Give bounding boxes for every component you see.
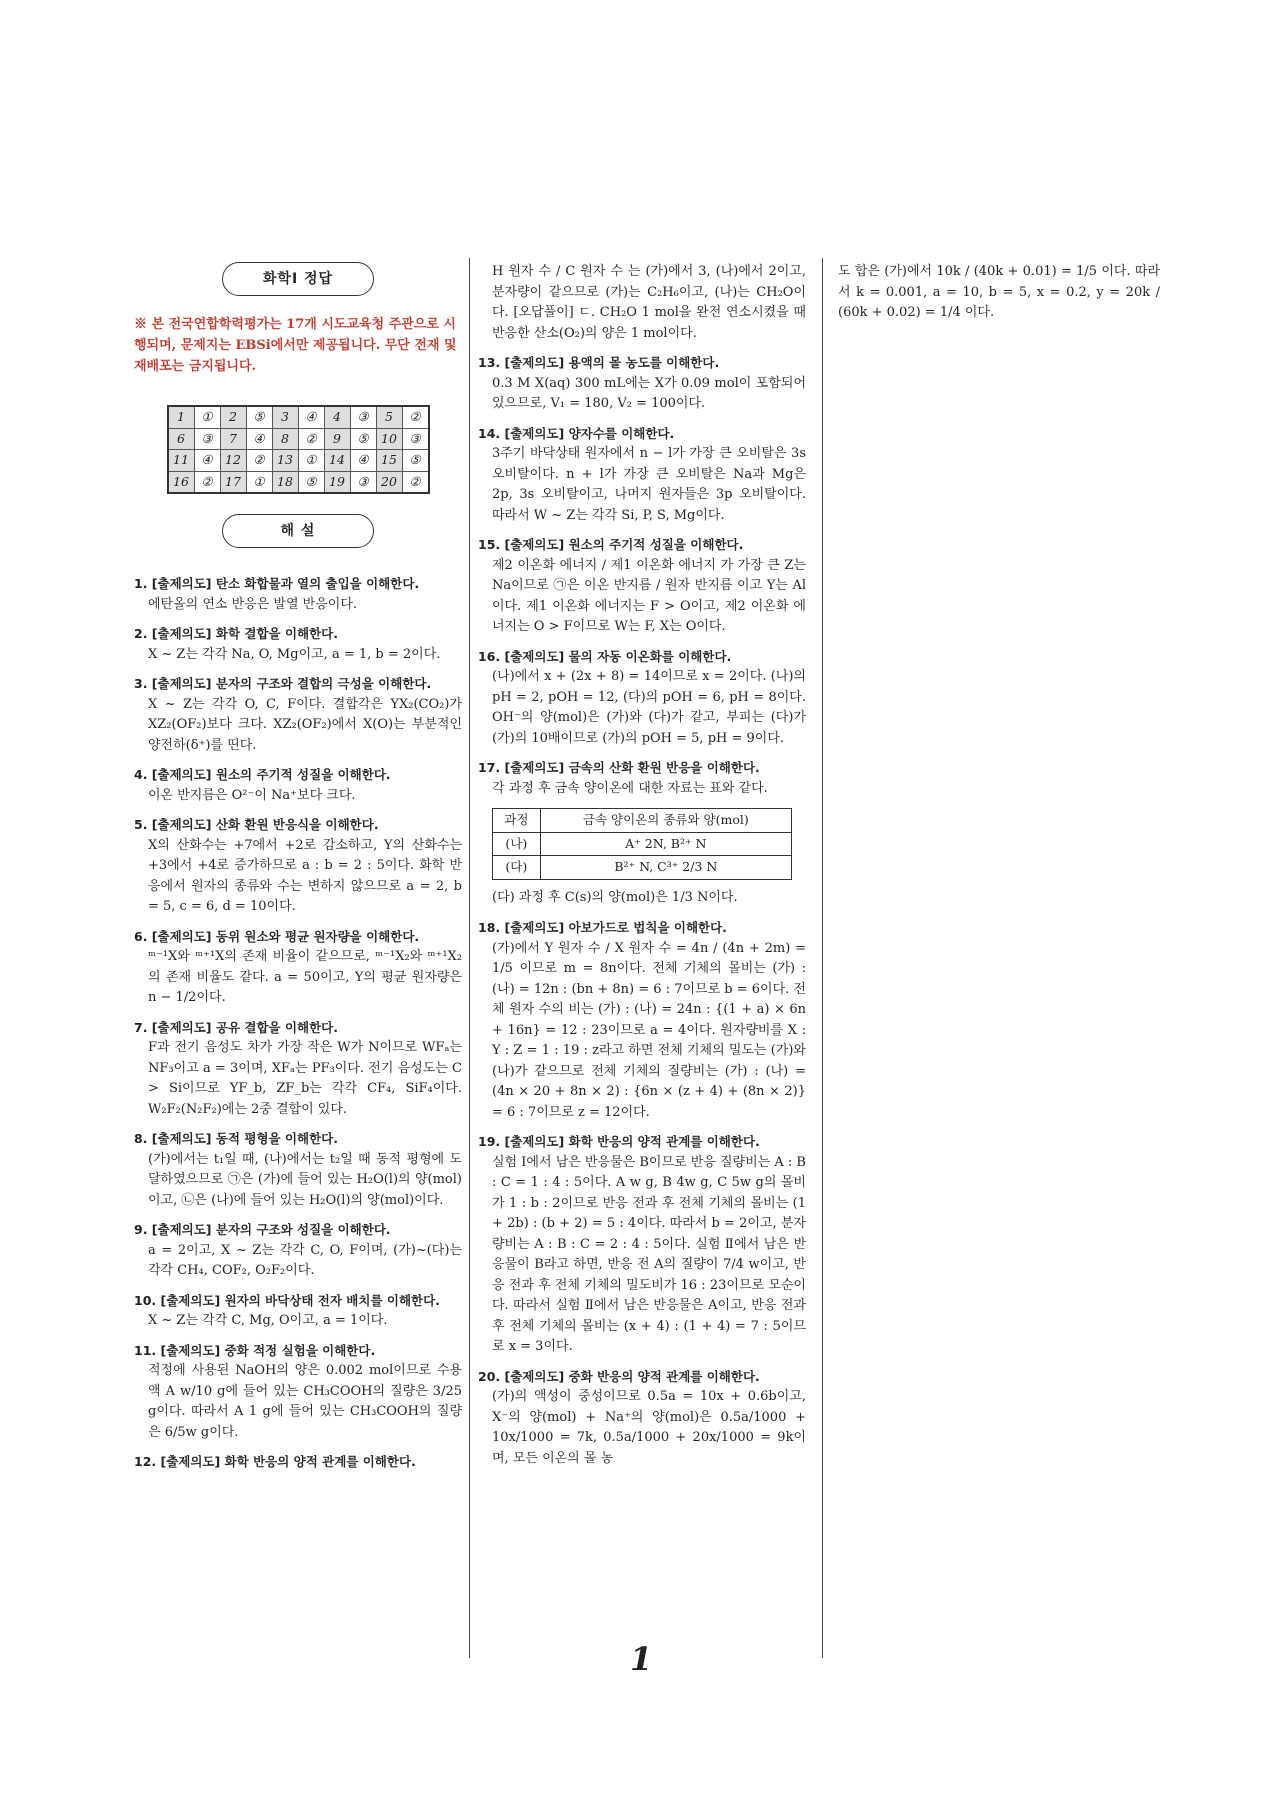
answer-number: 13: [272, 450, 298, 472]
explanation-heading: 4. [출제의도] 원소의 주기적 성질을 이해한다.: [134, 767, 391, 782]
answer-number: 15: [376, 450, 402, 472]
explanation-body: 3주기 바닥상태 원자에서 n − l가 가장 큰 오비탈은 3s 오비탈이다. n + l가 가장 큰 오비탈은 Na과 Mg은 2p, 3s 오비탈이고, 나머지 원자들은 3p 오비탈이다. 따라서 W ~ Z는 각각 Si, P, S, Mg이다.: [492, 446, 806, 523]
explanation-body: X ~ Z는 각각 Na, O, Mg이고, a = 1, b = 2이다.: [148, 646, 441, 662]
answer-choice: ④: [194, 450, 220, 472]
answer-choice: ②: [246, 450, 272, 472]
column-divider-left: [469, 258, 470, 1658]
answer-number: 3: [272, 406, 298, 428]
explanation-body: 0.3 M X(aq) 300 mL에는 X가 0.09 mol이 포함되어 있으므로, V₁ = 180, V₂ = 100이다.: [492, 375, 806, 411]
answer-number: 4: [324, 406, 350, 428]
explanation-body: 적정에 사용된 NaOH의 양은 0.002 mol이므로 수용액 A w/10 g에 들어 있는 CH₃COOH의 질량은 3/25 g이다. 따라서 A 1 g에 들어 있는 CH₃COOH의 질량은 6/5w g이다.: [148, 1363, 462, 1440]
explanation-body: 이온 반지름은 O²⁻이 Na⁺보다 크다.: [148, 787, 356, 803]
explanation-heading: 3. [출제의도] 분자의 구조와 결합의 극성을 이해한다.: [134, 676, 432, 691]
answer-row: [168, 450, 429, 472]
explanation-item: [134, 1341, 462, 1444]
answer-choice: ②: [402, 406, 429, 428]
explanation-heading: 19. [출제의도] 화학 반응의 양적 관계를 이해한다.: [478, 1134, 760, 1149]
explanation-body: ᵐ⁻¹X와 ᵐ⁺¹X의 존재 비율이 같으므로, ᵐ⁻¹X₂와 ᵐ⁺¹X₂의 존재 비율도 같다. a = 50이고, Y의 평균 원자량은 n − 1/2이다.: [148, 949, 462, 1005]
answer-choice: ①: [194, 406, 220, 428]
column-1: [134, 262, 462, 1482]
explanation-heading: 2. [출제의도] 화학 결합을 이해한다.: [134, 626, 339, 641]
answer-choice: ②: [194, 471, 220, 493]
answer-choice: ⑤: [246, 406, 272, 428]
explanation-heading: 11. [출제의도] 중화 적정 실험을 이해한다.: [134, 1342, 376, 1358]
explanation-item: [134, 674, 462, 756]
answer-choice: ①: [246, 471, 272, 493]
explanation-heading: 12. [출제의도] 화학 반응의 양적 관계를 이해한다.: [134, 1454, 416, 1469]
answer-choice: ⑤: [350, 428, 376, 450]
column-divider-right: [822, 258, 823, 1658]
table-17-cell: (다): [493, 856, 541, 880]
explanation-item: [478, 424, 806, 527]
explanation-heading: 18. [출제의도] 아보가드로 법칙을 이해한다.: [478, 920, 727, 935]
explanation-heading: 7. [출제의도] 공유 결합을 이해한다.: [134, 1019, 339, 1035]
answer-number: 17: [220, 471, 246, 493]
explanation-body: X ~ Z는 각각 C, Mg, O이고, a = 1이다.: [148, 1313, 388, 1328]
answer-choice: ⑤: [298, 471, 324, 493]
section-badge: 해 설: [222, 514, 374, 548]
answer-number: 7: [220, 428, 246, 450]
explanation-body: 에탄올의 연소 반응은 발열 반응이다.: [148, 596, 358, 612]
explanation-item: [478, 647, 806, 750]
explanation-body: (가)에서는 t₁일 때, (나)에서는 t₂일 때 동적 평형에 도달하였으므로 ㉠은 (가)에 들어 있는 H₂O(l)의 양(mol)이고, ㉡은 (나)에 들어 있는 H₂O(l)의 양(mol)이다.: [148, 1151, 462, 1208]
answer-number: 1: [168, 406, 195, 428]
explanation-body: H 원자 수 / C 원자 수 는 (가)에서 3, (나)에서 2이고, 분자량이 같으므로 (가)는 C₂H₆이고, (나)는 CH₂O이다. [오답풀이] ㄷ. CH₂O 1 mol을 완전 연소시켰을 때 반응한 산소(O₂)의 양은 1 mol이다.: [492, 264, 806, 341]
explanation-item: [478, 1132, 806, 1358]
explanation-heading: 16. [출제의도] 물의 자동 이온화를 이해한다.: [478, 648, 732, 664]
explanation-heading: 8. [출제의도] 동적 평형을 이해한다.: [134, 1131, 339, 1146]
explanation-item: [134, 1291, 462, 1332]
explanation-heading: 15. [출제의도] 원소의 주기적 성질을 이해한다.: [478, 537, 744, 552]
answer-number: 14: [324, 450, 350, 472]
answer-number: 20: [376, 471, 402, 493]
answer-row: [168, 471, 429, 493]
explanation-body: 각 과정 후 금속 양이온에 대한 자료는 표와 같다.: [492, 780, 768, 796]
answer-row: [168, 406, 429, 428]
answer-number: 12: [220, 450, 246, 472]
explanation-item: [134, 624, 462, 665]
explanation-item: [478, 918, 806, 1123]
explanation-body: a = 2이고, X ~ Z는 각각 C, O, F이며, (가)~(다)는 각각 CH₄, COF₂, O₂F₂이다.: [148, 1242, 462, 1278]
answer-choice: ①: [298, 450, 324, 472]
explanation-list-2b: [478, 918, 806, 1469]
answer-number: 16: [168, 471, 195, 493]
explanation-item: [134, 927, 462, 1009]
explanation-list-1: [134, 574, 462, 1473]
explanation-heading: 17. [출제의도] 금속의 산화 환원 반응을 이해한다.: [478, 760, 760, 775]
explanation-body: 실험 Ⅰ에서 남은 반응물은 B이므로 반응 질량비는 A : B : C = 1 : 4 : 5이다. A w g, B 4w g, C 5w g의 몰비가 1 : b : 2이므로 반응 전과 후 전체 기체의 몰비는 (1 + 2b) : (b + 2) = 5 : 4이다. 따라서 b = 2이고, 분자량비는 A : B : C = 2 : 4 : 5이다. 실험 Ⅱ에서 남은 반응물이 B라고 하면, 반응 전 A의 질량이 7/4 w이고, 반응 전과 후 전체 기체의 밀도비가 16 : 23이므로 모순이다. 따라서 실험 Ⅱ에서 남은 반응물은 A이고, 반응 전과 후 전체 기체의 몰비는 (x + 4) : (1 + 4) = 7 : 5이므로 x = 3이다.: [492, 1154, 806, 1354]
continued-text: 도 합은 (가)에서 10k / (40k + 0.01) = 1/5 이다. 따라서 k = 0.001, a = 10, b = 5, x = 0.2, y = 20k / (60k + 0.02) = 1/4 이다.: [838, 264, 1160, 320]
table-17-cell: B²⁺ N, C³⁺ 2/3 N: [540, 856, 791, 880]
answer-row: [168, 428, 429, 450]
explanation-heading: 1. [출제의도] 탄소 화합물과 열의 출입을 이해한다.: [134, 576, 420, 591]
answer-number: 5: [376, 406, 402, 428]
answer-choice: ④: [246, 428, 272, 450]
answer-choice: ④: [298, 406, 324, 428]
answer-table: [167, 405, 430, 494]
table-17-note: (다) 과정 후 C(s)의 양(mol)은 1/3 N이다.: [492, 889, 738, 905]
explanation-heading: 6. [출제의도] 동위 원소와 평균 원자량을 이해한다.: [134, 928, 420, 944]
explanation-body: X의 산화수는 +7에서 +2로 감소하고, Y의 산화수는 +3에서 +4로 증가하므로 a : b = 2 : 5이다. 화학 반응에서 원자의 종류와 수는 변하지 않으므로 a = 2, b = 5, c = 6, d = 10이다.: [148, 837, 462, 914]
title-badge: 화학Ⅰ 정답: [222, 262, 374, 296]
explanation-heading: 9. [출제의도] 분자의 구조와 성질을 이해한다.: [134, 1222, 391, 1237]
table-17-cell: (나): [493, 832, 541, 856]
answer-choice: ③: [402, 428, 429, 450]
answer-number: 18: [272, 471, 298, 493]
answer-choice: ③: [194, 428, 220, 450]
explanation-heading: 20. [출제의도] 중화 반응의 양적 관계를 이해한다.: [478, 1368, 760, 1384]
explanation-body: (가)의 액성이 중성이므로 0.5a = 10x + 0.6b이고, X⁻의 양(mol) + Na⁺의 양(mol)은 0.5a/1000 + 10x/1000 = 7k, 0.5a/1000 + 20x/1000 = 9k이며, 모든 이온의 몰 농: [492, 1389, 806, 1466]
answer-number: 11: [168, 450, 195, 472]
explanation-item: [134, 1129, 462, 1211]
explanation-body: X ~ Z는 각각 O, C, F이다. 결합각은 YX₂(CO₂)가 XZ₂(OF₂)보다 크다. XZ₂(OF₂)에서 X(O)는 부분적인 양전하(δ⁺)를 띤다.: [148, 696, 462, 753]
explanation-item: [478, 535, 806, 638]
explanation-item: [478, 1367, 806, 1470]
explanation-item: [134, 815, 462, 918]
explanation-item: [478, 758, 806, 799]
explanation-item: [134, 1220, 462, 1282]
explanation-item: [478, 262, 806, 344]
explanation-heading: 13. [출제의도] 용액의 몰 농도를 이해한다.: [478, 355, 720, 370]
explanation-body: 제2 이온화 에너지 / 제1 이온화 에너지 가 가장 큰 Z는 Na이므로 ㉠은 이온 반지름 / 원자 반지름 이고 Y는 Al이다. 제1 이온화 에너지는 F > O이고, 제2 이온화 에너지는 O > F이므로 W는 F, X는 O이다.: [492, 557, 806, 634]
explanation-heading: 10. [출제의도] 원자의 바닥상태 전자 배치를 이해한다.: [134, 1292, 440, 1308]
table-17: [492, 808, 792, 880]
answer-number: 2: [220, 406, 246, 428]
answer-number: 8: [272, 428, 298, 450]
answer-choice: ②: [402, 471, 429, 493]
answer-number: 19: [324, 471, 350, 493]
answer-choice: ②: [298, 428, 324, 450]
answer-number: 9: [324, 428, 350, 450]
page-number: 1: [630, 1640, 653, 1678]
column-2: [478, 262, 806, 1478]
column-3: [838, 262, 1160, 324]
explanation-item: [478, 353, 806, 415]
answer-choice: ③: [350, 406, 376, 428]
answer-choice: ③: [350, 471, 376, 493]
explanation-item: [134, 574, 462, 615]
explanation-item: [134, 1018, 462, 1121]
answer-choice: ⑤: [402, 450, 429, 472]
explanation-body: (나)에서 x + (2x + 8) = 14이므로 x = 2이다. (나)의 pH = 2, pOH = 12, (다)의 pOH = 6, pH = 8이다. OH⁻의 양(mol)은 (가)와 (다)가 같고, 부피는 (다)가 (가)의 10배이므로 (가)의 pOH = 5, pH = 9이다.: [492, 669, 806, 746]
table-17-cell: A⁺ 2N, B²⁺ N: [540, 832, 791, 856]
table-17-header-process: 과정: [493, 809, 541, 833]
answer-number: 6: [168, 428, 195, 450]
explanation-list-2a: [478, 262, 806, 799]
answer-number: 10: [376, 428, 402, 450]
explanation-item: [134, 1452, 462, 1473]
explanation-heading: 5. [출제의도] 산화 환원 반응식을 이해한다.: [134, 817, 379, 832]
explanation-body: (가)에서 Y 원자 수 / X 원자 수 = 4n / (4n + 2m) = 1/5 이므로 m = 8n이다. 전체 기체의 몰비는 (가) : (나) = 12n : (bn + 8n) = 6 : 7이므로 b = 6이다. 전체 원자 수의 비는 (가) : (나) = 24n : {(1 + a) × 6n + 16n} = 12 : 23이므로 a = 4이다. 원자량비를 X : Y : Z = 1 : 19 : z라고 하면 전체 기체의 밀도는 (가)와 (나)가 같으므로 전체 기체의 질량비는 (가) : (나) = (4n × 20 + 8n × 2) : {6n × (z + 4) + (8n × 2)} = 6 : 7이므로 z = 12이다.: [492, 940, 806, 1120]
notice-text: ※ 본 전국연합학력평가는 17개 시도교육청 주관으로 시행되며, 문제지는 EBSi에서만 제공됩니다. 무단 전재 및 재배포는 금지됩니다.: [134, 317, 457, 374]
answer-choice: ④: [350, 450, 376, 472]
explanation-heading: 14. [출제의도] 양자수를 이해한다.: [478, 425, 675, 441]
explanation-body: F과 전기 음성도 차가 가장 작은 W가 N이므로 WFₐ는 NF₃이고 a = 3이며, XFₐ는 PF₃이다. 전기 음성도는 C > Si이므로 YF_b, ZF_b는 각각 CF₄, SiF₄이다. W₂F₂(N₂F₂)에는 2중 결합이 있다.: [148, 1040, 462, 1117]
table-17-header-ions: 금속 양이온의 종류와 양(mol): [540, 809, 791, 833]
explanation-item: [134, 765, 462, 806]
